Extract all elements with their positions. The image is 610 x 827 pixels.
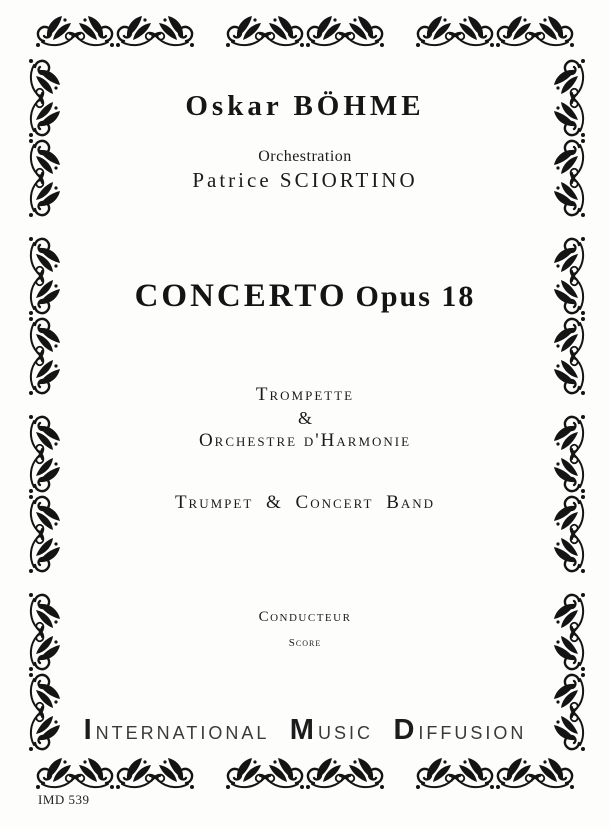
flourish-icon [22,58,62,218]
flourish-icon [415,756,575,796]
edition-label-en: Score [288,637,322,649]
catalog-number: IMD 539 [38,792,90,807]
work-title-opus: Opus 18 [355,280,476,313]
publisher-word-diffusion: DIFFUSION [393,714,527,746]
flourish-icon [35,14,195,54]
publisher-word-international: INTERNATIONAL [83,714,270,746]
publisher-word-music: MUSIC [289,714,373,746]
flourish-icon [552,236,592,396]
instrumentation-fr-line1: Trompette [255,384,355,405]
orchestration-label: Orchestration [258,148,352,165]
edition-label-fr: Conducteur [258,609,352,625]
publisher-name [0,714,610,747]
flourish-icon [35,756,195,796]
flourish-icon [22,236,62,396]
flourish-icon [225,756,385,796]
flourish-icon [552,58,592,218]
ornament-border-bottom [35,756,575,796]
ornament-border-top [35,14,575,54]
flourish-icon [225,14,385,54]
composer-name: Oskar BÖHME [185,90,425,122]
instrumentation-en: Trumpet & Concert Band [174,492,436,513]
instrumentation-fr-line3: Orchestre d'Harmonie [198,430,412,451]
work-title-main: CONCERTO [134,278,348,314]
orchestrator-name: Patrice SCIORTINO [192,168,418,192]
instrumentation-fr-ampersand: & [297,408,312,428]
work-title [0,278,610,315]
flourish-icon [415,14,575,54]
